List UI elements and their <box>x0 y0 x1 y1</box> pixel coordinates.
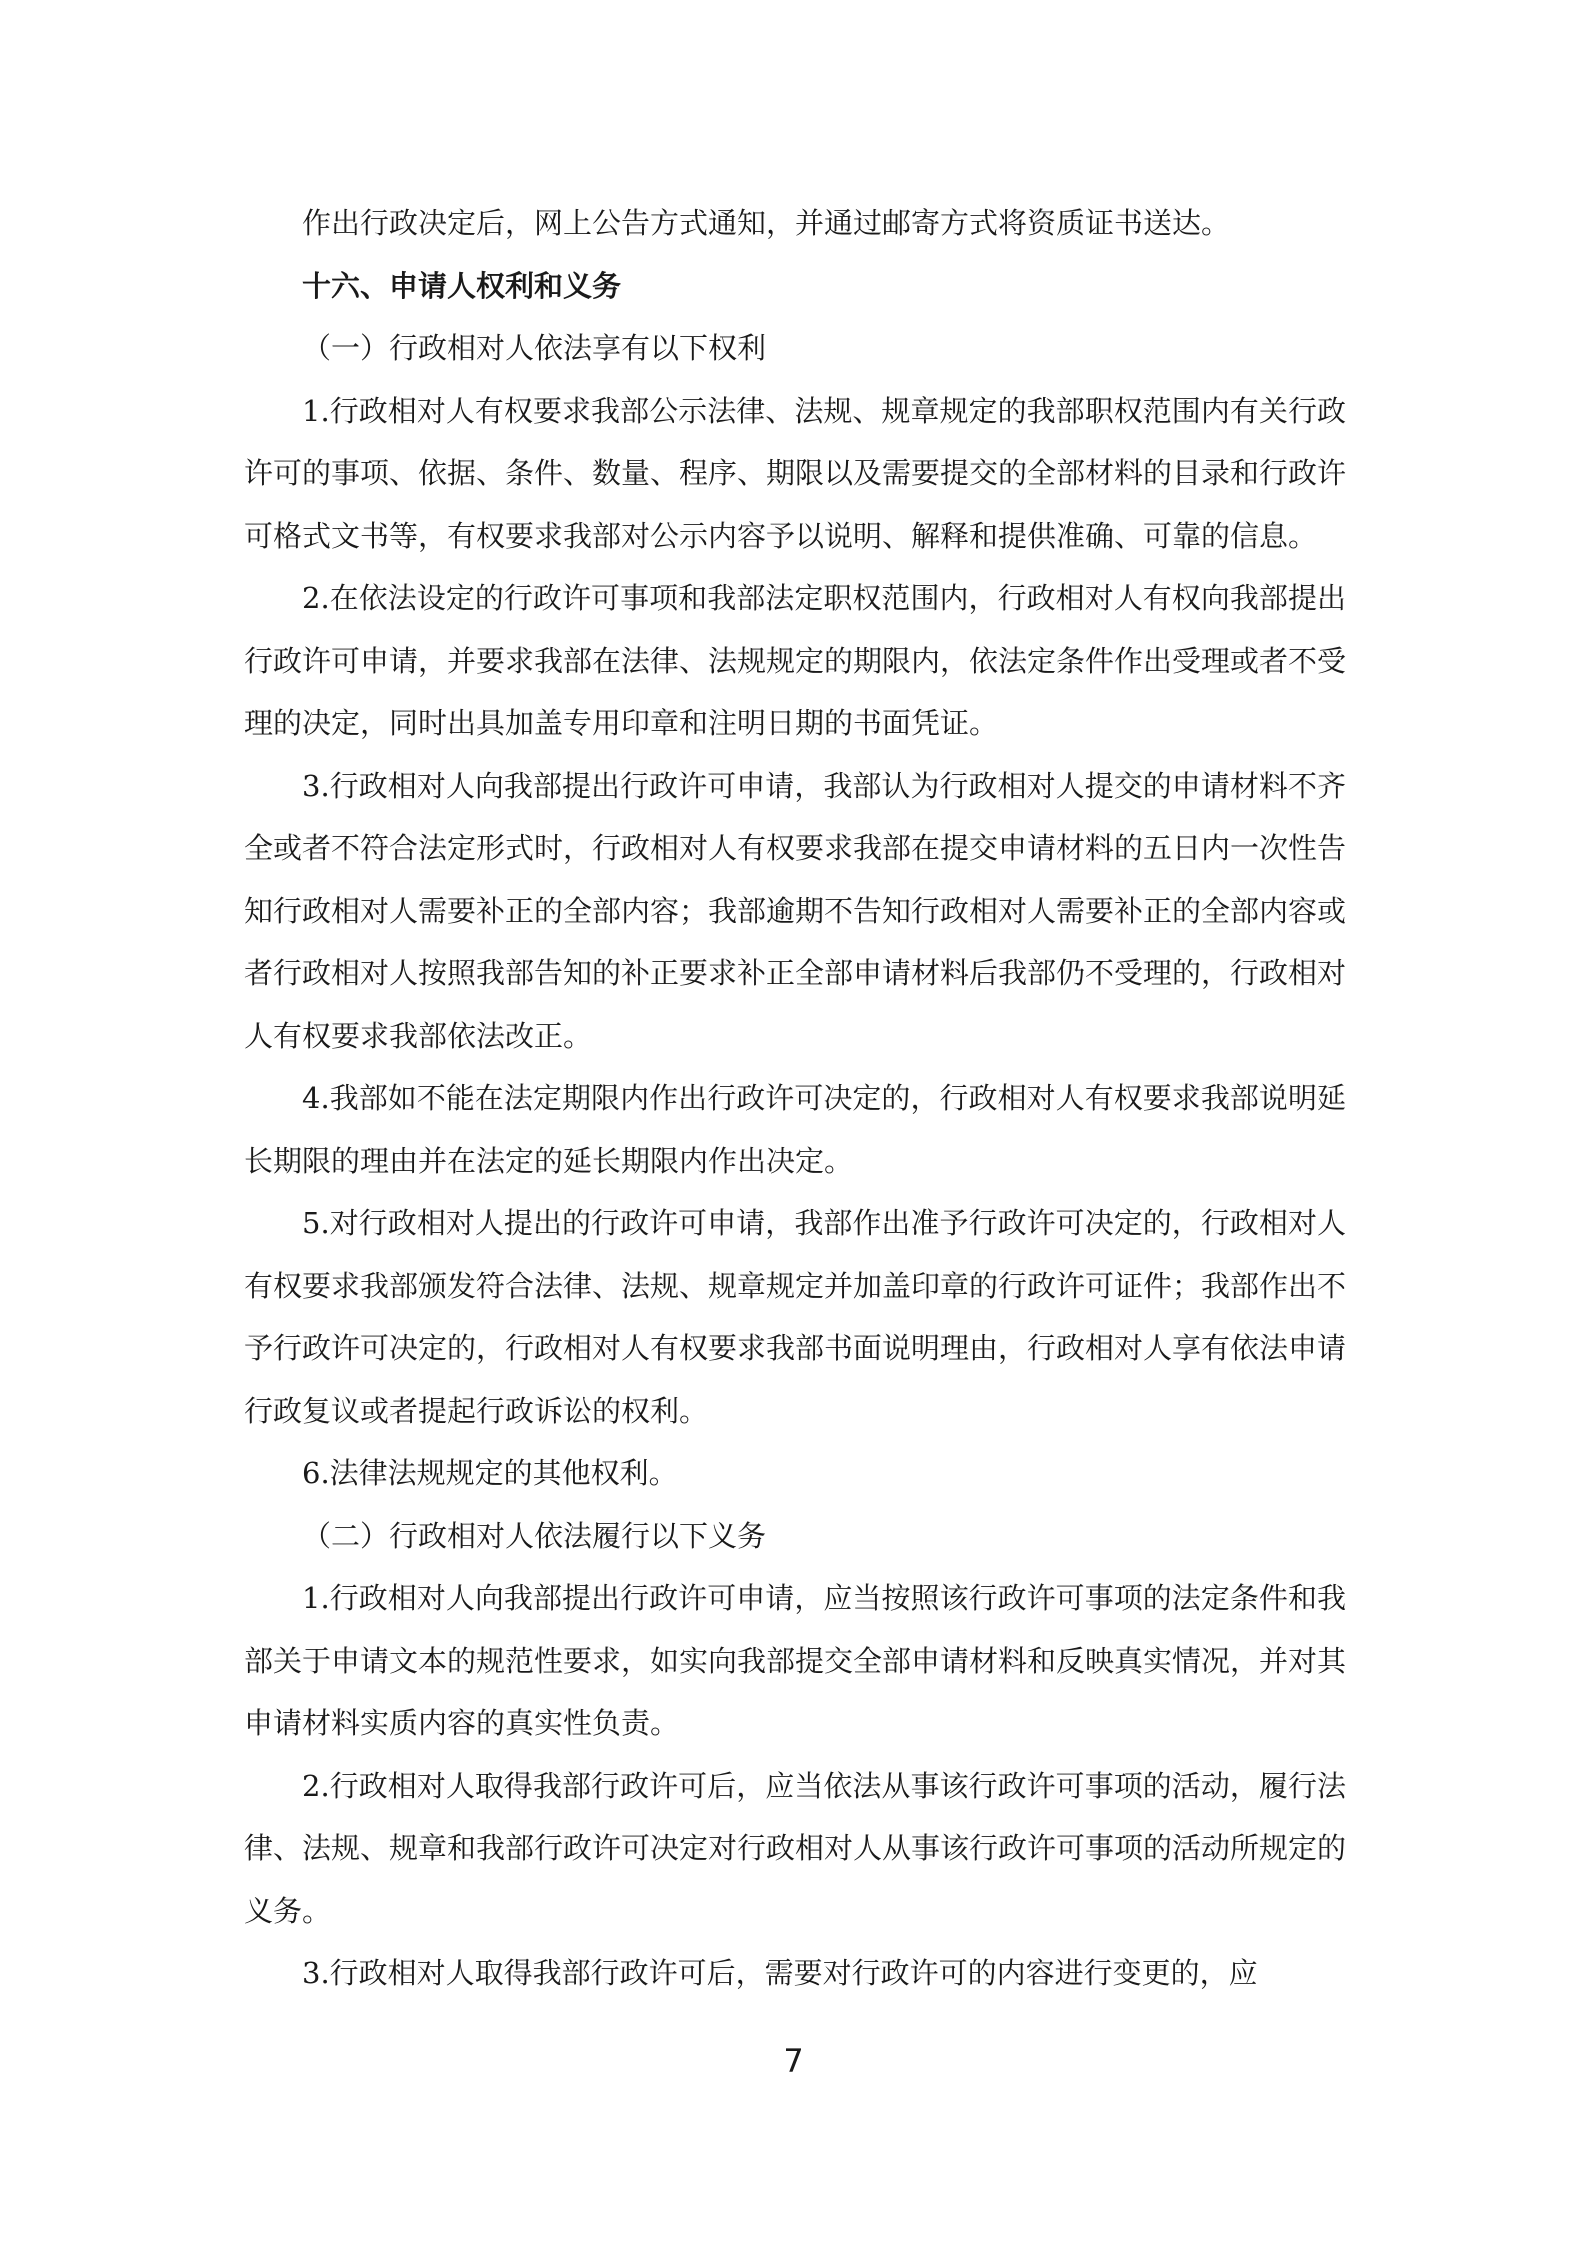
paragraph-right-4: 4.我部如不能在法定期限内作出行政许可决定的，行政相对人有权要求我部说明延长期限的理由并在法定的延长期限内作出决定。 <box>244 1081 1346 1178</box>
section-heading-rights-obligations: 十六、申请人权利和义务 <box>302 268 622 303</box>
paragraph-right-1: 1.行政相对人有权要求我部公示法律、法规、规章规定的我部职权范围内有关行政许可的事项、依据、条件、数量、程序、期限以及需要提交的全部材料的目录和行政许可格式文书等，有权要求我部对公示内容予以说明、解释和提供准确、可靠的信息。 <box>244 393 1347 553</box>
paragraph-delivery-notice: 作出行政决定后，网上公告方式通知，并通过邮寄方式将资质证书送达。 <box>302 206 1231 240</box>
paragraph-obligation-2: 2.行政相对人取得我部行政许可后，应当依法从事该行政许可事项的活动，履行法律、法规、规章和我部行政许可决定对行政相对人从事该行政许可事项的活动所规定的义务。 <box>244 1768 1347 1928</box>
paragraph-right-6: 6.法律法规规定的其他权利。 <box>302 1456 678 1490</box>
paragraph-right-2: 2.在依法设定的行政许可事项和我部法定职权范围内，行政相对人有权向我部提出行政许可申请，并要求我部在法律、法规规定的期限内，依法定条件作出受理或者不受理的决定，同时出具加盖专用印章和注明日期的书面凭证。 <box>244 581 1347 740</box>
paragraph-obligation-1: 1.行政相对人向我部提出行政许可申请，应当按照该行政许可事项的法定条件和我部关于申请文本的规范性要求，如实向我部提交全部申请材料和反映真实情况，并对其申请材料实质内容的真实性负责。 <box>244 1581 1347 1740</box>
paragraph-right-5: 5.对行政相对人提出的行政许可申请，我部作出准予行政许可决定的，行政相对人有权要求我部颁发符合法律、法规、规章规定并加盖印章的行政许可证件；我部作出不予行政许可决定的，行政相对人有权要求我部书面说明理由，行政相对人享有依法申请行政复议或者提起行政诉讼的权利。 <box>244 1206 1347 1428</box>
paragraph-right-3: 3.行政相对人向我部提出行政许可申请，我部认为行政相对人提交的申请材料不齐全或者不符合法定形式时，行政相对人有权要求我部在提交申请材料的五日内一次性告知行政相对人需要补正的全部内容；我部逾期不告知行政相对人需要补正的全部内容或者行政相对人按照我部告知的补正要求补正全部申请材料后我部仍不受理的，行政相对人有权要求我部依法改正。 <box>244 768 1347 1053</box>
page-number: 7 <box>783 2042 804 2080</box>
subheading-obligations: （二）行政相对人依法履行以下义务 <box>302 1518 767 1553</box>
document-body <box>244 192 1346 2005</box>
paragraph-obligation-3: 3.行政相对人取得我部行政许可后，需要对行政许可的内容进行变更的，应 <box>302 1956 1258 1990</box>
subheading-rights: （一）行政相对人依法享有以下权利 <box>302 331 767 365</box>
